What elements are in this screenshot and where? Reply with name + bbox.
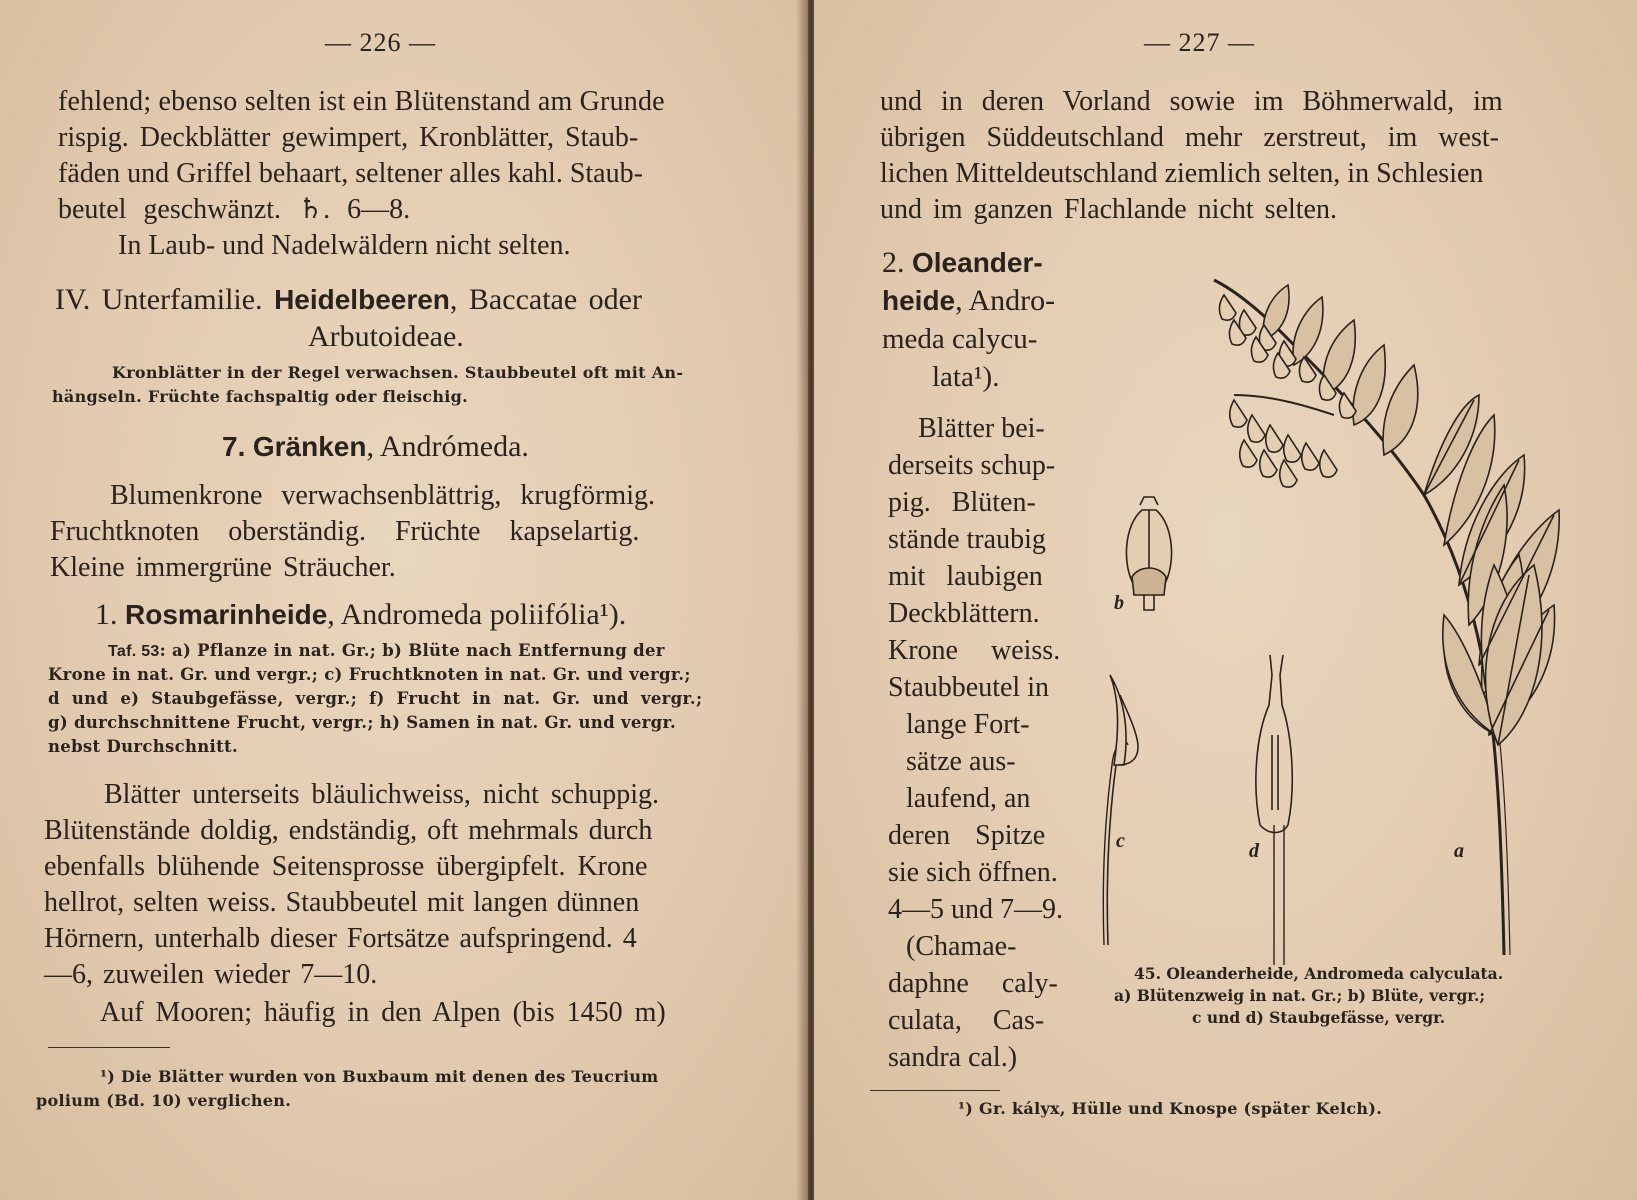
left-line-2: rispig. Deckblätter gewimpert, Kronblätter, Staub-	[58, 122, 639, 153]
species-number-left: 1.	[95, 598, 118, 631]
col-line-1: Blätter bei-	[918, 413, 1045, 444]
figure-caption-3: c und d) Staubgefässe, vergr.	[1192, 1008, 1446, 1027]
subfamily-prefix: IV. Unterfamilie.	[55, 283, 263, 316]
subfamily-note-1: Kronblätter in der Regel verwachsen. Staubbeutel oft mit An-	[112, 363, 684, 382]
plate-note-line-3: d und e) Staubgefässe, vergr.; f) Frucht in nat. Gr. und vergr.;	[48, 689, 703, 708]
desc-line-1: Blätter unterseits bläulichweiss, nicht schuppig.	[104, 779, 660, 810]
figure-label-a: a	[1454, 840, 1464, 862]
genus-latin: , Andrómeda.	[366, 430, 529, 463]
left-page	[0, 0, 808, 1200]
genus-line-1: Blumenkrone verwachsenblättrig, krugförmig.	[110, 480, 655, 511]
col-line-2: derseits schup-	[888, 450, 1056, 481]
figure-label-b: b	[1114, 592, 1124, 614]
col-line-16: daphne caly-	[888, 968, 1058, 999]
col-line-5: mit laubigen	[888, 561, 1043, 592]
figure-caption-2: a) Blütenzweig in nat. Gr.; b) Blüte, vergr.;	[1114, 986, 1486, 1005]
col-line-13: sie sich öffnen.	[888, 857, 1058, 888]
left-line-4: beutel geschwänzt. ♄. 6—8.	[58, 194, 411, 225]
genus-name: Gränken	[252, 431, 367, 462]
col-line-10: sätze aus-	[906, 746, 1016, 777]
subfamily-note-2: hängseln. Früchte fachspaltig oder fleischig.	[52, 387, 468, 406]
col-line-11: laufend, an	[906, 783, 1031, 814]
desc-line-3: ebenfalls blühende Seitensprosse übergipfelt. Krone	[44, 851, 648, 882]
figure-label-c: c	[1116, 830, 1125, 852]
species-name-right-2: heide	[882, 285, 956, 316]
species-heading-right-1	[882, 244, 1043, 282]
species-heading-left	[95, 596, 626, 634]
species-latin-left: , Andromeda poliifólia¹).	[327, 598, 627, 631]
genus-line-3: Kleine immergrüne Sträucher.	[50, 552, 396, 583]
footnote-left-1: ¹) Die Blätter wurden von Buxbaum mit denen des Teucrium	[100, 1067, 659, 1086]
page-number-right: — 227 —	[1144, 28, 1255, 57]
desc-line-6: —6, zuweilen wieder 7—10.	[44, 959, 378, 990]
plate-note-line-2: Krone in nat. Gr. und vergr.; c) Fruchtknoten in nat. Gr. und vergr.;	[48, 665, 691, 684]
species-latin-right-2: , Andro-	[955, 284, 1056, 317]
col-line-12: deren Spitze	[888, 820, 1046, 851]
col-line-6: Deckblättern.	[888, 598, 1040, 629]
right-top-line-1: und in deren Vorland sowie im Böhmerwald, im	[880, 86, 1503, 117]
col-line-3: pig. Blüten-	[888, 487, 1036, 518]
right-top-line-2: übrigen Süddeutschland mehr zerstreut, im west-	[880, 122, 1499, 153]
col-line-18: sandra cal.)	[888, 1042, 1018, 1073]
col-line-4: stände traubig	[888, 524, 1046, 555]
subfamily-line2: Arbutoideae.	[308, 320, 464, 353]
col-line-8: Staubbeutel in	[888, 672, 1049, 703]
col-line-15: (Chamae-	[906, 931, 1017, 962]
desc-line-2: Blütenstände doldig, endständig, oft mehrmals durch	[44, 815, 653, 846]
species-latin-right-4: lata¹).	[932, 361, 1000, 393]
desc-line-7: Auf Mooren; häufig in den Alpen (bis 1450 m)	[100, 997, 666, 1028]
genus-heading	[222, 428, 529, 466]
plate-note-line-4: g) durchschnittene Frucht, vergr.; h) Samen in nat. Gr. und vergr.	[48, 713, 677, 732]
left-line-5: In Laub- und Nadelwäldern nicht selten.	[118, 230, 571, 261]
genus-line-2: Fruchtknoten oberständig. Früchte kapselartig.	[50, 516, 640, 547]
plate-note-line-5: nebst Durchschnitt.	[48, 737, 239, 756]
species-heading-right-2	[882, 282, 1055, 320]
species-latin-right-3: meda calycu-	[882, 323, 1038, 355]
subfamily-suffix: , Baccatae oder	[449, 283, 642, 316]
figure-label-d: d	[1249, 840, 1259, 862]
right-top-line-3: lichen Mitteldeutschland ziemlich selten, in Schlesien	[880, 158, 1484, 189]
footnote-left-2: polium (Bd. 10) verglichen.	[36, 1091, 292, 1110]
species-name-right-1: Oleander-	[912, 247, 1043, 278]
figure-caption-1: 45. Oleanderheide, Andromeda calyculata.	[1134, 964, 1504, 983]
oleanderheide-illustration	[1084, 265, 1604, 965]
right-page	[814, 0, 1637, 1200]
subfamily-name: Heidelbeeren	[274, 284, 450, 315]
col-line-14: 4—5 und 7—9.	[888, 894, 1063, 925]
col-line-17: culata, Cas-	[888, 1005, 1045, 1036]
desc-line-5: Hörnern, unterhalb dieser Fortsätze aufspringend. 4	[44, 923, 637, 954]
left-line-3: fäden und Griffel behaart, seltener alles kahl. Staub-	[58, 158, 643, 189]
footnote-rule-left	[48, 1047, 170, 1048]
page-number-left: — 226 —	[325, 28, 436, 57]
plate-note-text-1: : a) Pflanze in nat. Gr.; b) Blüte nach Entfernung der	[159, 641, 665, 660]
col-line-9: lange Fort-	[906, 709, 1030, 740]
species-name-left: Rosmarinheide	[125, 599, 328, 630]
plate-note-line-1	[108, 638, 665, 664]
right-top-line-4: und im ganzen Flachlande nicht selten.	[880, 194, 1337, 225]
genus-number: 7.	[222, 431, 246, 462]
species-number-right: 2.	[882, 246, 905, 279]
col-line-7: Krone weiss.	[888, 635, 1061, 666]
footnote-right: ¹) Gr. kályx, Hülle und Knospe (später Kelch).	[958, 1099, 1383, 1118]
plate-label: Taf. 53	[108, 643, 160, 660]
subfamily-heading	[55, 281, 642, 319]
left-line-1: fehlend; ebenso selten ist ein Blütenstand am Grunde	[58, 86, 665, 117]
desc-line-4: hellrot, selten weiss. Staubbeutel mit langen dünnen	[44, 887, 640, 918]
footnote-rule-right	[870, 1090, 1000, 1091]
